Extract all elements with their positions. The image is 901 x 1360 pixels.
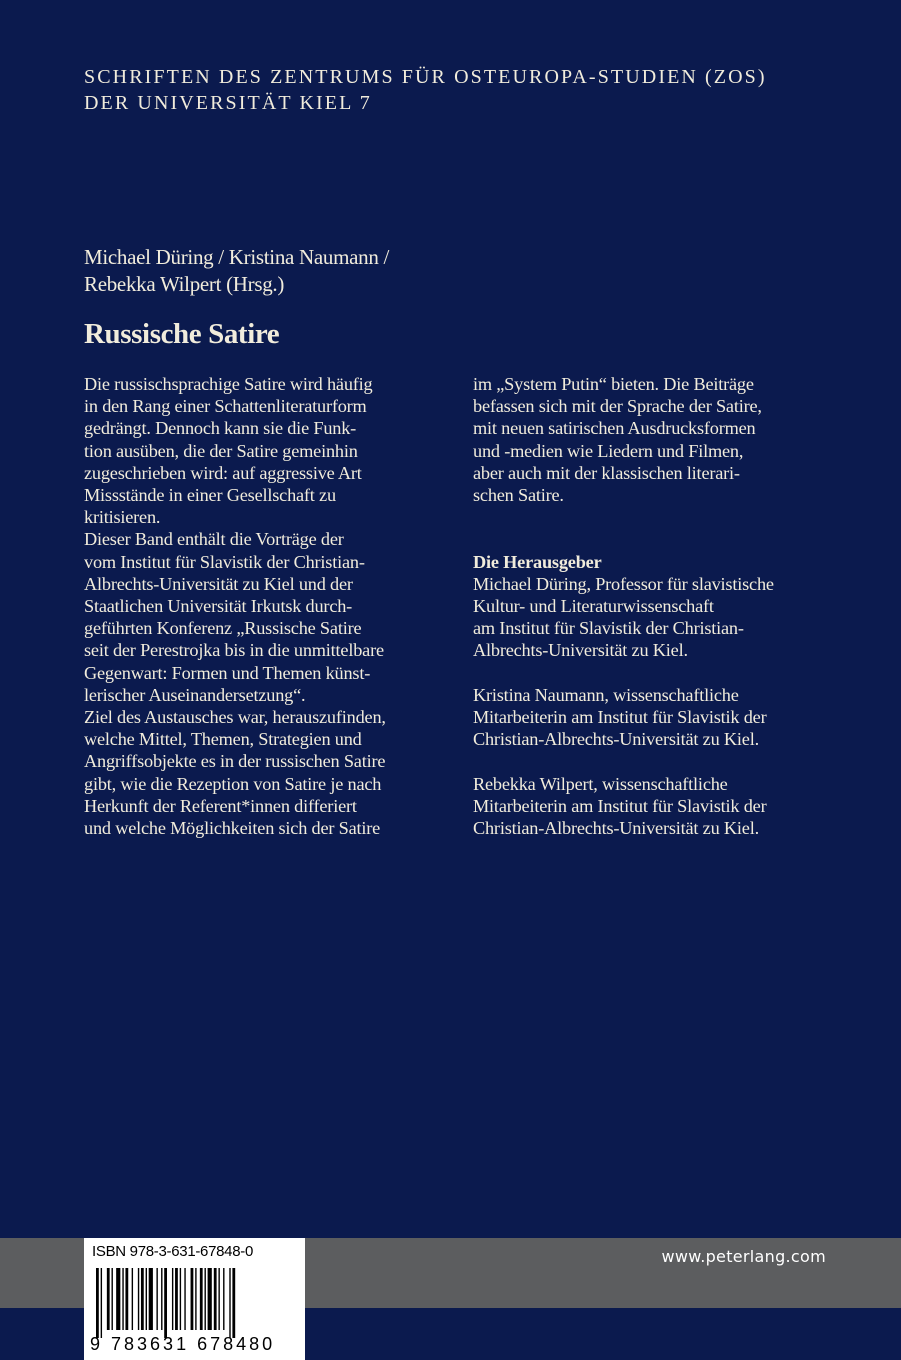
publisher-website[interactable]: www.peterlang.com xyxy=(661,1247,826,1266)
spacer xyxy=(473,528,774,550)
barcode-bar xyxy=(180,1268,181,1330)
barcode-bar xyxy=(214,1268,217,1330)
blurb-line: kritisieren. xyxy=(84,507,161,528)
blurb-line: Albrechts-Universität zu Kiel und der xyxy=(84,573,353,594)
series-line: SCHRIFTEN DES ZENTRUMS FÜR OSTEUROPA-STUDIEN (ZOS) xyxy=(84,66,767,88)
barcode-bar xyxy=(149,1268,153,1330)
series-title xyxy=(84,64,767,116)
barcode-bar xyxy=(184,1268,185,1330)
barcode-bar xyxy=(164,1268,167,1338)
barcode-bar xyxy=(146,1268,147,1330)
barcode-bar xyxy=(138,1268,139,1330)
blurb-line: und welche Möglichkeiten sich der Satire xyxy=(84,818,381,839)
barcode-bar xyxy=(141,1268,144,1330)
barcode-bar xyxy=(161,1268,162,1330)
barcode-bar xyxy=(96,1268,99,1338)
barcode-bar xyxy=(132,1268,133,1330)
blurb-line: im „System Putin“ bieten. Die Beiträge xyxy=(473,374,754,394)
editors-heading: Die Herausgeber xyxy=(473,551,602,572)
blurb-line: Gegenwart: Formen und Themen künst- xyxy=(84,662,371,683)
blurb-left-column xyxy=(84,373,386,839)
book-title: Russische Satire xyxy=(84,318,280,350)
barcode-bar xyxy=(107,1268,110,1330)
series-line: DER UNIVERSITÄT KIEL 7 xyxy=(84,92,372,114)
barcode-bar xyxy=(229,1268,230,1338)
barcode-digits: 9 783631 678480 xyxy=(90,1334,276,1354)
spacer xyxy=(473,662,774,684)
blurb-line: in den Rang einer Schattenliteraturform xyxy=(84,396,367,417)
barcode-bar xyxy=(112,1268,113,1330)
blurb-line: befassen sich mit der Sprache der Satire, xyxy=(473,396,762,417)
barcode-bar xyxy=(191,1268,194,1330)
spacer xyxy=(473,506,774,528)
blurb-line: Dieser Band enthält die Vorträge der xyxy=(84,529,344,550)
blurb-line: Staatlichen Universität Irkutsk durch- xyxy=(84,596,353,617)
spacer xyxy=(473,750,774,772)
barcode-bar xyxy=(125,1268,128,1330)
blurb-line: Herkunft der Referent*innen differiert xyxy=(84,795,357,816)
blurb-line: Ziel des Austausches war, herauszufinden, xyxy=(84,707,386,728)
blurb-line: tion ausüben, die der Satire gemeinhin xyxy=(84,440,358,461)
barcode-bar xyxy=(172,1268,173,1330)
blurb-line: zugeschrieben wird: auf aggressive Art xyxy=(84,462,362,483)
barcode-bar xyxy=(218,1268,219,1330)
editor-bio-line: Mitarbeiterin am Institut für Slavistik der xyxy=(473,707,767,727)
barcode-bar xyxy=(116,1268,120,1330)
isbn-barcode-box xyxy=(84,1238,305,1360)
editor-bio-line: am Institut für Slavistik der Christian- xyxy=(473,618,744,639)
editor-bio-line: Albrechts-Universität zu Kiel. xyxy=(473,640,688,661)
blurb-line: aber auch mit der klassischen literari- xyxy=(473,462,740,483)
blurb-line: mit neuen satirischen Ausdrucksformen xyxy=(473,418,756,439)
blurb-line: gibt, wie die Rezeption von Satire je nach xyxy=(84,773,382,794)
blurb-line: Die russischsprachige Satire wird häufig xyxy=(84,374,373,394)
editor-bio-line: Mitarbeiterin am Institut für Slavistik der xyxy=(473,795,767,816)
editor-bio-line: Michael Düring, Professor für slavistische xyxy=(473,573,774,594)
blurb-line: lerischer Auseinandersetzung“. xyxy=(84,684,306,705)
blurb-line: Missstände in einer Gesellschaft zu xyxy=(84,485,336,506)
blurb-line: Angriffsobjekte es in der russischen Satire xyxy=(84,751,386,772)
blurb-line: schen Satire. xyxy=(473,485,564,506)
barcode-bar xyxy=(156,1268,157,1330)
blurb-line: gedrängt. Dennoch kann sie die Funk- xyxy=(84,418,357,439)
barcode-icon xyxy=(96,1268,296,1338)
blurb-right-column xyxy=(473,373,774,839)
editor-bio-line: Rebekka Wilpert, wissenschaftliche xyxy=(473,773,728,794)
barcode-bar xyxy=(205,1268,206,1330)
authors-line: Michael Düring / Kristina Naumann / xyxy=(84,245,390,269)
isbn-label: ISBN 978-3-631-67848-0 xyxy=(92,1243,254,1260)
blurb-line: welche Mittel, Themen, Strategien und xyxy=(84,729,362,750)
editor-bio-line: Kultur- und Literaturwissenschaft xyxy=(473,596,714,616)
editor-bio-line: Kristina Naumann, wissenschaftliche xyxy=(473,684,739,705)
editors-names xyxy=(84,244,389,298)
barcode-bar xyxy=(232,1268,235,1338)
barcode-bar xyxy=(223,1268,224,1330)
blurb-line: und -medien wie Liedern und Filmen, xyxy=(473,440,744,461)
editor-bio-line: Christian-Albrechts-Universität zu Kiel. xyxy=(473,818,759,838)
barcode-bar xyxy=(122,1268,123,1330)
barcode-bar xyxy=(200,1268,203,1330)
barcode-bar xyxy=(175,1268,178,1330)
editor-bio-line: Christian-Albrechts-Universität zu Kiel. xyxy=(473,729,759,750)
barcode-bar xyxy=(101,1268,102,1338)
blurb-line: geführten Konferenz „Russische Satire xyxy=(84,618,362,639)
barcode-bar xyxy=(195,1268,196,1330)
blurb-line: seit der Perestrojka bis in die unmittelbare xyxy=(84,640,384,661)
barcode-bar xyxy=(208,1268,212,1330)
blurb-line: vom Institut für Slavistik der Christian- xyxy=(84,551,365,572)
authors-line: Rebekka Wilpert (Hrsg.) xyxy=(84,272,285,296)
